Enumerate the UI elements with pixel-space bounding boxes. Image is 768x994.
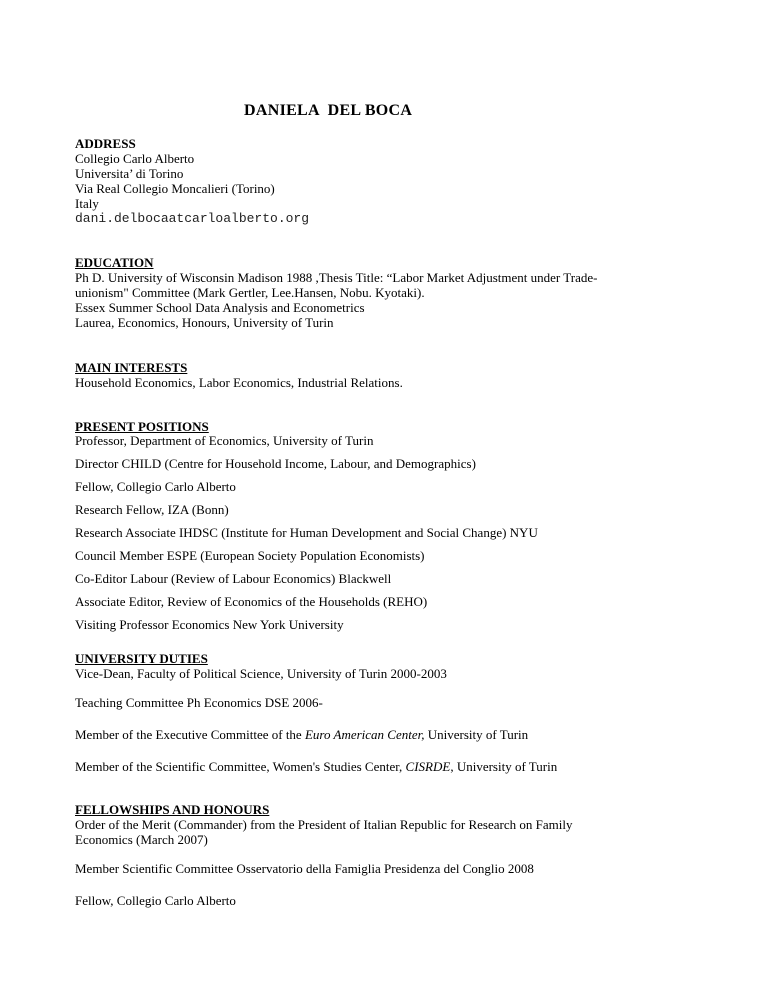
duty-item: Teaching Committee Ph Economics DSE 2006- — [75, 695, 323, 710]
position-item: Research Associate IHDSC (Institute for Human Development and Social Change) NYU — [75, 525, 538, 540]
education-line: Essex Summer School Data Analysis and Econometrics — [75, 300, 365, 315]
page-title: DANIELA DEL BOCA — [244, 102, 413, 119]
address-section — [75, 137, 695, 226]
fellowship-item: Fellow, Collegio Carlo Alberto — [75, 893, 236, 908]
positions-section — [75, 420, 695, 434]
address-line: Italy — [75, 196, 99, 211]
education-line: Ph D. University of Wisconsin Madison 1988 ,Thesis Title: “Labor Market Adjustment under Trade- — [75, 270, 598, 285]
fellowship-item: Order of the Merit (Commander) from the President of Italian Republic for Research on Family — [75, 817, 573, 832]
position-item: Associate Editor, Review of Economics of the Households (REHO) — [75, 594, 428, 609]
position-item: Council Member ESPE (European Society Population Economists) — [75, 548, 425, 563]
interests-heading: MAIN INTERESTS — [75, 360, 188, 375]
fellowships-section — [75, 803, 695, 847]
position-item: Professor, Department of Economics, University of Turin — [75, 433, 374, 448]
duty-item: Vice-Dean, Faculty of Political Science, University of Turin 2000-2003 — [75, 666, 447, 681]
address-heading: ADDRESS — [75, 136, 136, 151]
duties-heading: UNIVERSITY DUTIES — [75, 651, 208, 666]
fellowships-heading: FELLOWSHIPS AND HONOURS — [75, 802, 270, 817]
duties-section — [75, 652, 695, 681]
position-item: Research Fellow, IZA (Bonn) — [75, 502, 229, 517]
address-line: Universita’ di Torino — [75, 166, 184, 181]
fellowship-item: Economics (March 2007) — [75, 832, 208, 847]
email-text: dani.delbocaatcarloalberto.org — [75, 211, 310, 226]
interests-text: Household Economics, Labor Economics, Industrial Relations. — [75, 375, 403, 390]
duty-item: Member of the Executive Committee of the Euro American Center, University of Turin — [75, 727, 529, 742]
address-line: Collegio Carlo Alberto — [75, 151, 195, 166]
position-item: Co-Editor Labour (Review of Labour Economics) Blackwell — [75, 571, 392, 586]
education-heading: EDUCATION — [75, 255, 154, 270]
position-item: Director CHILD (Centre for Household Income, Labour, and Demographics) — [75, 456, 476, 471]
education-section — [75, 256, 695, 330]
position-item: Visiting Professor Economics New York University — [75, 617, 344, 632]
euro-american-center-text: Euro American Center, — [304, 727, 425, 742]
duty-item: Member of the Scientific Committee, Women's Studies Center, CISRDE, University of Turin — [75, 759, 558, 774]
position-item: Fellow, Collegio Carlo Alberto — [75, 479, 236, 494]
cisrde-text: CISRDE — [405, 759, 451, 774]
address-line: Via Real Collegio Moncalieri (Torino) — [75, 181, 275, 196]
education-line: unionism" Committee (Mark Gertler, Lee.Hansen, Nobu. Kyotaki). — [75, 285, 425, 300]
interests-section — [75, 361, 695, 390]
education-line: Laurea, Economics, Honours, University of Turin — [75, 315, 334, 330]
fellowship-item: Member Scientific Committee Osservatorio della Famiglia Presidenza del Conglio 2008 — [75, 861, 534, 876]
positions-heading: PRESENT POSITIONS — [75, 419, 209, 434]
